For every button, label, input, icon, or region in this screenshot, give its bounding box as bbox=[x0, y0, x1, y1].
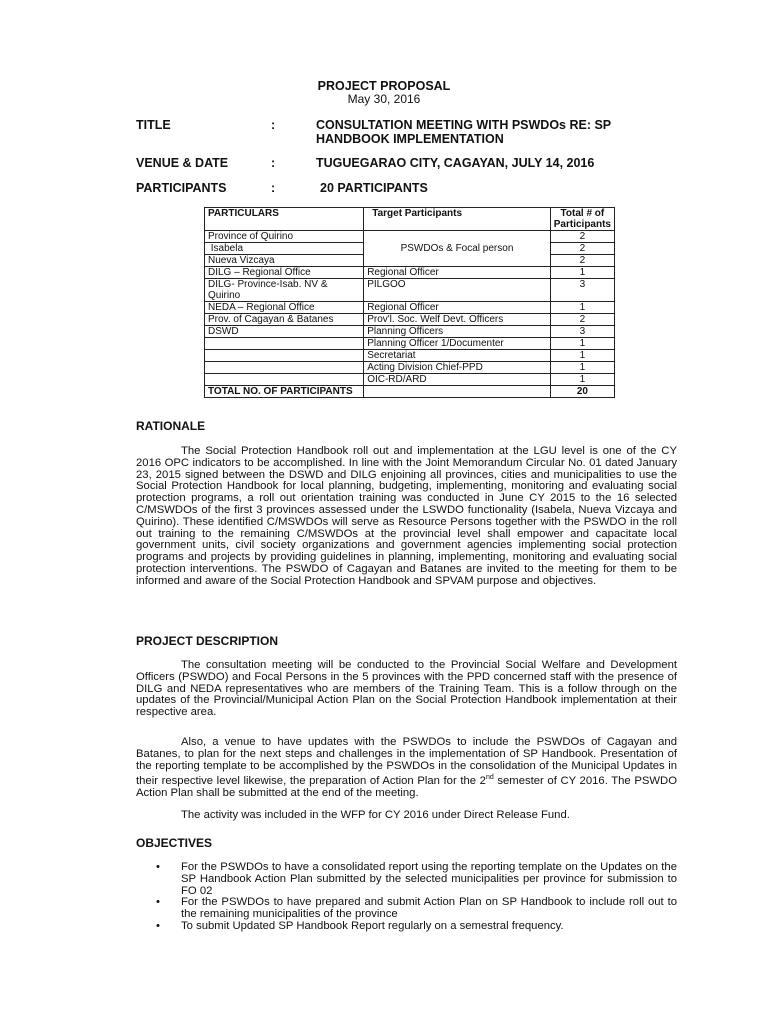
description-text-3: The activity was included in the WFP for CY 2016 under Direct Release Fund. bbox=[181, 809, 570, 821]
description-text-2b: semester of CY 2016. The PSWDO Action Plan shall be submitted at the end of the meeting. bbox=[136, 775, 677, 799]
objective-text: For the PSWDOs to have a consolidated report using the reporting template on the Updates on the SP Handbook Action Plan submitted by the selected municipalities per province for submission to FO 02 bbox=[181, 861, 677, 897]
table-cell: PSWDOs & Focal person bbox=[364, 231, 551, 267]
table-cell: Prov'l. Soc. Welf Devt. Officers bbox=[364, 314, 551, 326]
total-empty bbox=[364, 386, 551, 398]
objectives-heading: OBJECTIVES bbox=[136, 836, 213, 850]
table-cell: 2 bbox=[550, 255, 614, 267]
header-particulars: PARTICULARS bbox=[205, 208, 364, 231]
table-cell: Prov. of Cagayan & Batanes bbox=[205, 314, 364, 326]
list-item bbox=[136, 862, 677, 897]
bullet-icon: • bbox=[156, 896, 160, 909]
table-row bbox=[205, 338, 615, 350]
table-cell: Planning Officers bbox=[364, 326, 551, 338]
table-cell: 2 bbox=[550, 314, 614, 326]
participants-colon: : bbox=[271, 181, 276, 195]
table-cell: 3 bbox=[550, 279, 614, 302]
description-paragraph-1 bbox=[136, 660, 677, 719]
table-cell: 1 bbox=[550, 350, 614, 362]
table-row bbox=[205, 362, 615, 374]
total-label: TOTAL NO. OF PARTICIPANTS bbox=[205, 386, 364, 398]
title-colon: : bbox=[271, 118, 276, 132]
table-row bbox=[205, 279, 615, 302]
rationale-paragraph bbox=[136, 446, 677, 588]
objective-text: For the PSWDOs to have prepared and submit Action Plan on SP Handbook to include roll out to the remaining municipalities of the province bbox=[181, 896, 677, 921]
table-cell: DSWD bbox=[205, 326, 364, 338]
description-sup: nd bbox=[485, 774, 494, 782]
table-cell: Regional Officer bbox=[364, 302, 551, 314]
table-row bbox=[205, 267, 615, 279]
list-item bbox=[136, 921, 677, 933]
table-cell: 1 bbox=[550, 362, 614, 374]
table-cell: Isabela bbox=[205, 243, 364, 255]
venue-colon: : bbox=[271, 156, 276, 170]
table-row bbox=[205, 350, 615, 362]
participants-value: 20 PARTICIPANTS bbox=[320, 181, 428, 195]
rationale-heading: RATIONALE bbox=[136, 419, 206, 433]
bullet-icon: • bbox=[156, 919, 160, 932]
table-cell: 1 bbox=[550, 374, 614, 386]
table-cell: Secretariat bbox=[364, 350, 551, 362]
venue-label: VENUE & DATE bbox=[136, 156, 229, 170]
description-text-2a: Also, a venue to have updates with the PSWDOs to include the PSWDOs of Cagayan and Batanes, to plan for the next steps and challenges in the implementation of SP Handbook. Presentation of the reporting template to be accomplished by the PSWDOs in the consolidation of the Municipal Updates in their respective level likewise, the preparation of Action Plan for the 2 bbox=[136, 736, 677, 788]
objectives-list bbox=[136, 862, 677, 933]
participants-label: PARTICIPANTS bbox=[136, 181, 227, 195]
table-cell: 2 bbox=[550, 243, 614, 255]
table-cell: Acting Division Chief-PPD bbox=[364, 362, 551, 374]
table-cell: 1 bbox=[550, 267, 614, 279]
doc-date: May 30, 2016 bbox=[347, 92, 421, 106]
table-cell: DILG- Province-Isab. NV & Quirino bbox=[205, 279, 364, 302]
objective-text: To submit Updated SP Handbook Report regularly on a semestral frequency. bbox=[181, 919, 564, 932]
description-paragraph-2 bbox=[136, 737, 677, 800]
participants-table bbox=[204, 207, 615, 398]
title-value-line2: HANDBOOK IMPLEMENTATION bbox=[316, 132, 504, 146]
table-row bbox=[205, 231, 615, 243]
table-header-row bbox=[205, 208, 615, 231]
table-row bbox=[205, 326, 615, 338]
bullet-icon: • bbox=[156, 861, 160, 873]
venue-value: TUGUEGARAO CITY, CAGAYAN, JULY 14, 2016 bbox=[316, 156, 595, 170]
header-target: Target Participants bbox=[364, 208, 551, 231]
table-row bbox=[205, 314, 615, 326]
table-cell: 3 bbox=[550, 326, 614, 338]
table-cell: Nueva Vizcaya bbox=[205, 255, 364, 267]
description-paragraph-3 bbox=[136, 810, 677, 822]
header-total: Total # of Participants bbox=[550, 208, 614, 231]
description-text-1: The consultation meeting will be conducted to the Provincial Social Welfare and Development Officers (PSWDO) and Focal Persons in the 5 provinces with the PPD concerned staff with the presence of DILG and NEDA representatives who are members of the Training Team. This is a follow through on the updates of the Provincial/Municipal Action Plan on the Social Protection Handbook implementation at their respective area. bbox=[136, 659, 677, 719]
table-cell: DILG – Regional Office bbox=[205, 267, 364, 279]
table-cell: Regional Officer bbox=[364, 267, 551, 279]
table-cell: 1 bbox=[550, 338, 614, 350]
list-item bbox=[136, 897, 677, 921]
project-description-heading: PROJECT DESCRIPTION bbox=[136, 634, 279, 648]
table-cell: OIC-RD/ARD bbox=[364, 374, 551, 386]
table-row bbox=[205, 302, 615, 314]
title-value-line1: CONSULTATION MEETING WITH PSWDOs RE: SP bbox=[316, 118, 612, 132]
table-cell bbox=[205, 350, 364, 362]
table-cell bbox=[205, 338, 364, 350]
table-cell: PILGOO bbox=[364, 279, 551, 302]
table-cell: NEDA – Regional Office bbox=[205, 302, 364, 314]
title-label: TITLE bbox=[136, 118, 171, 132]
total-value: 20 bbox=[550, 386, 614, 398]
table-row bbox=[205, 374, 615, 386]
table-cell: Planning Officer 1/Documenter bbox=[364, 338, 551, 350]
rationale-text: The Social Protection Handbook roll out and implementation at the LGU level is one of the CY 2016 OPC indicators to be accomplished. In line with the Joint Memorandum Circular No. 01 dated January 23, 2015 signed between the DSWD and DILG enjoining all provinces, cities and municipalities to use the Social Protection Handbook for local planning, budgeting, implementing, monitoring and evaluating social protection programs, a roll out orientation training was conducted in June CY 2015 to the 16 selected C/MSWDOs of the first 3 provinces assessed under the LSWDO functionality (Isabela, Nueva Vizcaya and Quirino). These identified C/MSWDOs will serve as Resource Persons together with the PSWDO in the roll out training to the remaining C/MSWDOs at the provincial level shall empower and capacitate local government units, civil society organizations and government agencies implementing social protection programs and projects by providing guidelines in planning, implementing, monitoring and evaluating social protection interventions. The PSWDO of Cagayan and Batanes are invited to the meeting for them to be informed and aware of the Social Protection Handbook and SPVAM purpose and objectives. bbox=[136, 445, 677, 587]
table-cell bbox=[205, 362, 364, 374]
doc-title: PROJECT PROPOSAL bbox=[317, 79, 451, 93]
table-cell: Province of Quirino bbox=[205, 231, 364, 243]
table-cell bbox=[205, 374, 364, 386]
table-cell: 1 bbox=[550, 302, 614, 314]
table-cell: 2 bbox=[550, 231, 614, 243]
table-total-row bbox=[205, 386, 615, 398]
